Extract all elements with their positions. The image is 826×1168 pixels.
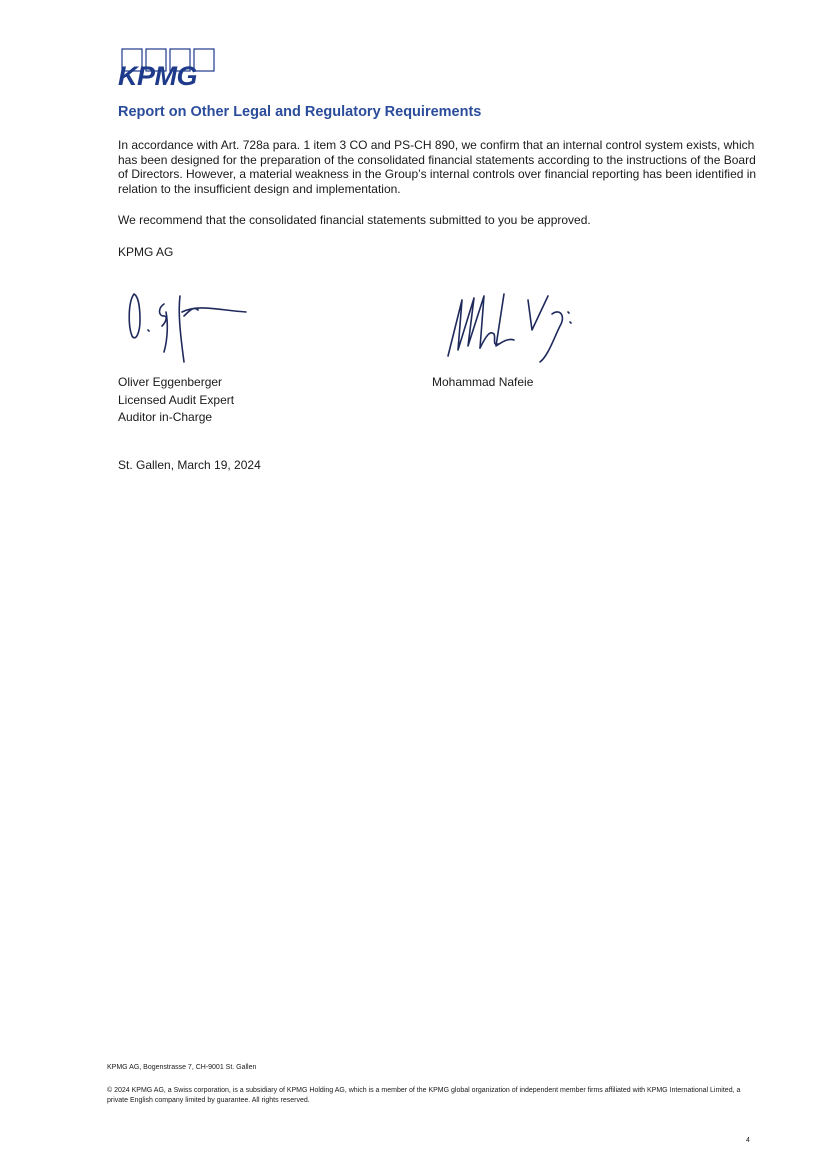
page-number: 4: [746, 1137, 750, 1144]
place-and-date: St. Gallen, March 19, 2024: [118, 458, 261, 472]
signature-mohammad-nafeie: [432, 286, 638, 368]
signatory-title: Licensed Audit Expert: [118, 392, 235, 407]
section-heading: Report on Other Legal and Regulatory Requirements: [118, 104, 482, 120]
signature-oliver-eggenberger: [118, 282, 318, 374]
kpmg-logo-text: KPMG: [118, 61, 197, 91]
signatory-name: Mohammad Nafeie: [432, 375, 534, 389]
footer-address: KPMG AG, Bogenstrasse 7, CH-9001 St. Gallen: [107, 1064, 257, 1071]
signatory-block-right: [432, 374, 533, 392]
firm-name: KPMG AG: [118, 245, 174, 259]
paragraph-internal-control: In accordance with Art. 728a para. 1 item 3 CO and PS-CH 890, we confirm that an internal control system exists, which has been designed for the preparation of the consolidated financial statements according to the instructions of the Board of Directors. However, a material weakness in the Group’s internal controls over financial reporting has been identified in relation to the insufficient design and implementation.: [118, 138, 757, 196]
signatory-block-left: [118, 374, 234, 427]
kpmg-logo: [118, 48, 218, 90]
footer-legal-notice: © 2024 KPMG AG, a Swiss corporation, is a subsidiary of KPMG Holding AG, which is a member of the KPMG global organization of independent member firms affiliated with KPMG International Limited, a private English company limited by guarantee. All rights reserved.: [107, 1087, 741, 1104]
signatory-role: Auditor in-Charge: [118, 410, 213, 424]
signatory-name: Oliver Eggenberger: [118, 375, 223, 389]
paragraph-recommendation: We recommend that the consolidated financial statements submitted to you be approved.: [118, 213, 591, 227]
